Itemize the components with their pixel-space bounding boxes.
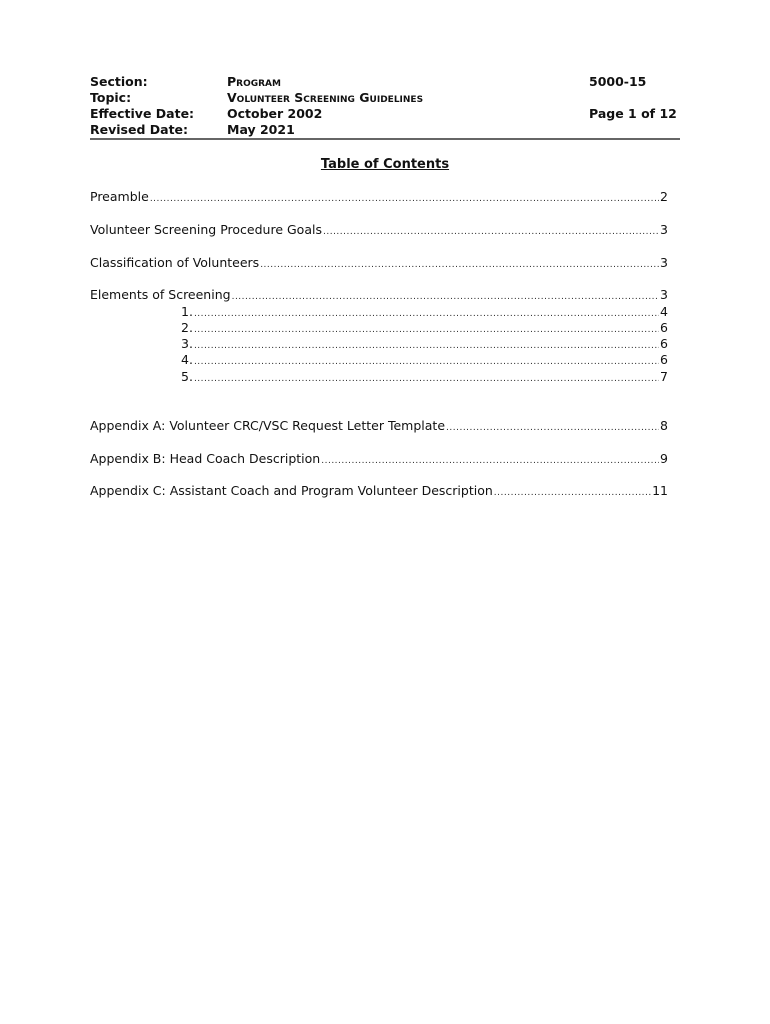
- document-header: [90, 74, 680, 138]
- header-row-topic: [90, 90, 680, 106]
- toc-entry-page: 2: [660, 189, 668, 204]
- topic-label: Topic:: [90, 90, 132, 105]
- toc-entry-text: Appendix A: Volunteer CRC/VSC Request Letter Template: [90, 418, 446, 433]
- toc-entry-text: Preamble: [90, 189, 149, 204]
- toc-dot-leader: [321, 453, 659, 469]
- toc-entry-text: 4.: [181, 352, 193, 367]
- toc-entry-page: 4: [660, 304, 668, 319]
- header-row-section: [90, 74, 680, 90]
- toc-entry-page: 6: [660, 336, 668, 351]
- toc-entry-page: 8: [660, 418, 668, 433]
- toc-entry-page: 6: [660, 352, 668, 367]
- toc-dot-leader: [232, 289, 659, 305]
- policy-number: 5000-15: [589, 74, 647, 89]
- toc-entry[interactable]: [90, 418, 668, 436]
- toc-entry-text: 5.: [181, 369, 193, 384]
- toc-entry[interactable]: [90, 287, 668, 305]
- toc-entry[interactable]: [90, 255, 668, 273]
- toc-subentry[interactable]: [181, 352, 668, 370]
- toc-entry-page: 6: [660, 320, 668, 335]
- section-label: Section:: [90, 74, 148, 89]
- toc-entry[interactable]: [90, 451, 668, 469]
- toc-dot-leader: [260, 257, 659, 273]
- revised-date-label: Revised Date:: [90, 122, 189, 137]
- toc-entry-page: 7: [660, 369, 668, 384]
- toc-entry-text: 3.: [181, 336, 193, 351]
- effective-date-value: October 2002: [227, 106, 323, 121]
- toc-entry-text: Appendix B: Head Coach Description: [90, 451, 321, 466]
- toc-entry-text: Volunteer Screening Procedure Goals: [90, 222, 322, 237]
- toc-dot-leader: [150, 191, 659, 207]
- toc-entry-page: 3: [660, 222, 668, 237]
- topic-value: Volunteer Screening Guidelines: [227, 90, 424, 105]
- toc-dot-leader: [323, 224, 659, 240]
- revised-date-value: May 2021: [227, 122, 295, 137]
- toc-entry-text: 1.: [181, 304, 193, 319]
- section-value: Program: [227, 74, 281, 89]
- toc-entry[interactable]: [90, 222, 668, 240]
- toc-title: Table of Contents: [320, 157, 450, 172]
- toc-entry[interactable]: [90, 483, 668, 501]
- effective-date-label: Effective Date:: [90, 106, 195, 121]
- toc-subentry[interactable]: [181, 369, 668, 387]
- toc-dot-leader: [494, 485, 651, 501]
- toc-dot-leader: [446, 420, 659, 436]
- toc-entry-text: 2.: [181, 320, 193, 335]
- toc-entry-page: 11: [652, 483, 668, 498]
- toc-entry-text: Elements of Screening: [90, 287, 231, 302]
- header-row-revised-date: [90, 122, 680, 138]
- page-indicator: Page 1 of 12: [589, 106, 677, 121]
- header-divider: [90, 138, 680, 140]
- toc-entry-text: Appendix C: Assistant Coach and Program Volunteer Description: [90, 483, 493, 498]
- toc-entry-page: 3: [660, 255, 668, 270]
- toc-entry[interactable]: [90, 189, 668, 207]
- toc-entry-page: 3: [660, 287, 668, 302]
- toc-dot-leader: [194, 354, 659, 370]
- toc-dot-leader: [194, 371, 659, 387]
- toc-entry-text: Classification of Volunteers: [90, 255, 260, 270]
- toc-entry-page: 9: [660, 451, 668, 466]
- header-row-effective-date: [90, 106, 680, 122]
